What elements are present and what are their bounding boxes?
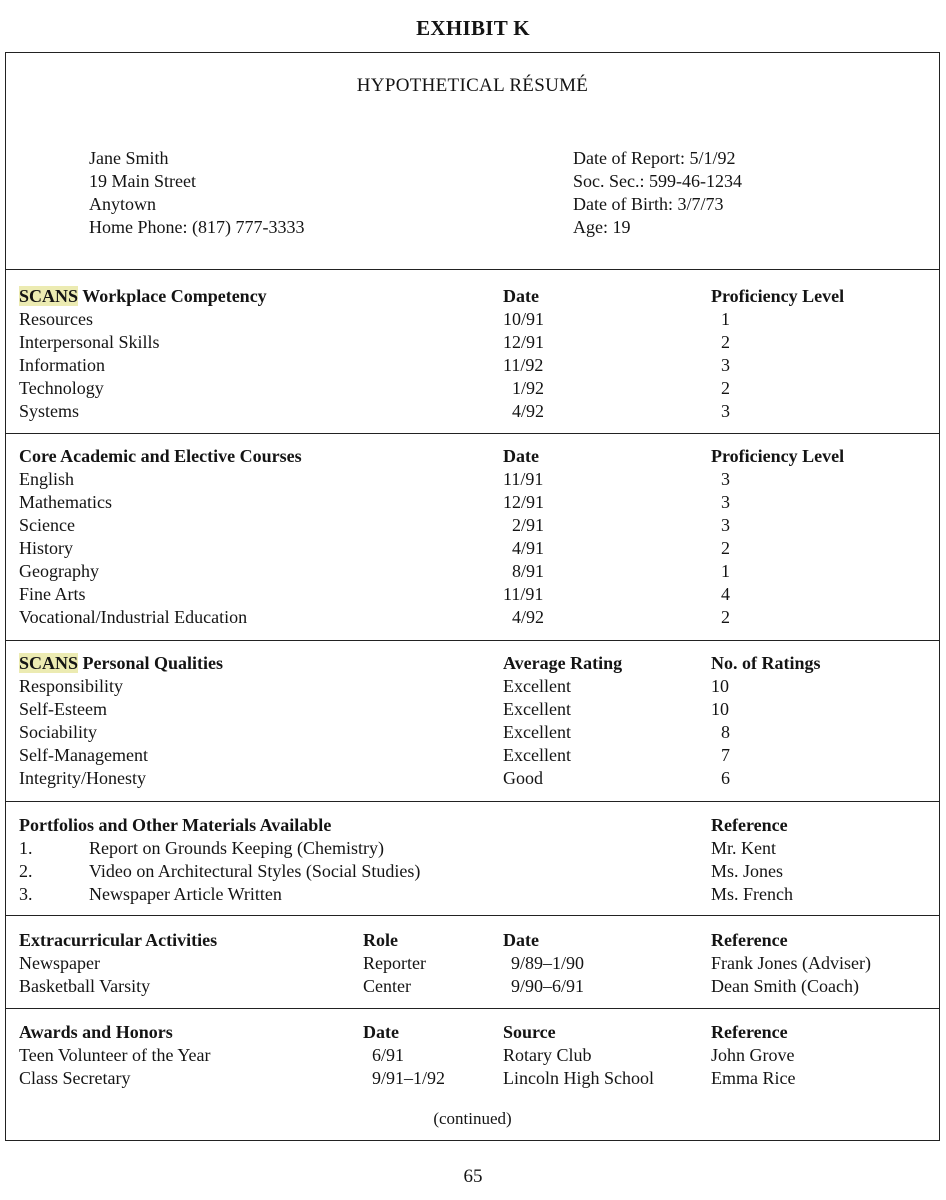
table-cell: 10: [711, 676, 729, 696]
contact-phone: Home Phone: (817) 777-3333: [89, 217, 305, 237]
personal-title: Personal Qualities: [78, 653, 224, 673]
table-cell: 3: [721, 355, 730, 375]
section-divider: [6, 433, 939, 434]
list-number: 1.: [19, 838, 33, 858]
report-date: Date of Report: 5/1/92: [573, 148, 736, 168]
table-cell: Excellent: [503, 722, 571, 742]
table-row: Mathematics: [19, 492, 112, 512]
list-number: 3.: [19, 884, 33, 904]
table-row: Self-Management: [19, 745, 148, 765]
table-row: Science: [19, 515, 75, 535]
table-row: Technology: [19, 378, 104, 398]
awards-date-header: Date: [363, 1022, 399, 1042]
table-cell: 8: [721, 722, 730, 742]
table-cell: 1: [721, 309, 730, 329]
table-cell: 3: [721, 469, 730, 489]
table-cell: Good: [503, 768, 543, 788]
resume-frame: [5, 52, 940, 1141]
personal-heading: [19, 652, 223, 675]
activities-role-header: Role: [363, 930, 398, 950]
resume-title: HYPOTHETICAL RÉSUMÉ: [356, 75, 589, 96]
table-cell: Excellent: [503, 676, 571, 696]
table-row: Systems: [19, 401, 80, 421]
table-row: Interpersonal Skills: [19, 332, 160, 352]
table-row: Vocational/Industrial Education: [19, 607, 248, 627]
section-divider: [6, 915, 939, 916]
table-cell: Emma Rice: [711, 1068, 796, 1088]
table-cell: 4/92: [512, 607, 545, 627]
contact-city: Anytown: [89, 194, 156, 214]
list-item: Video on Architectural Styles (Social Studies): [89, 861, 421, 881]
awards-source-header: Source: [503, 1022, 556, 1042]
table-cell: 8/91: [512, 561, 545, 581]
workplace-title: Workplace Competency: [78, 286, 267, 306]
table-cell: 11/92: [503, 355, 544, 375]
age: Age: 19: [573, 217, 631, 237]
table-row: Resources: [19, 309, 93, 329]
scans-highlight: SCANS: [19, 653, 79, 673]
workplace-level-header: Proficiency Level: [711, 286, 845, 306]
table-cell: 3: [721, 515, 730, 535]
table-row: Basketball Varsity: [19, 976, 151, 996]
table-cell: 12/91: [503, 332, 545, 352]
table-cell: Dean Smith (Coach): [711, 976, 859, 996]
awards-reference-header: Reference: [711, 1022, 788, 1042]
birth-date: Date of Birth: 3/7/73: [573, 194, 724, 214]
table-cell: Reporter: [363, 953, 426, 973]
table-cell: Excellent: [503, 699, 571, 719]
courses-level-header: Proficiency Level: [711, 446, 845, 466]
scans-highlight: SCANS: [19, 286, 79, 306]
table-cell: 9/89–1/90: [511, 953, 585, 973]
table-row: Integrity/Honesty: [19, 768, 146, 788]
table-cell: 10: [711, 699, 729, 719]
contact-section: [6, 53, 939, 269]
workplace-date-header: Date: [503, 286, 539, 306]
portfolios-heading: Portfolios and Other Materials Available: [19, 815, 332, 835]
table-cell: 10/91: [503, 309, 545, 329]
table-cell: Lincoln High School: [503, 1068, 654, 1088]
page-number: 65: [463, 1166, 483, 1187]
table-row: Sociability: [19, 722, 97, 742]
section-divider: [6, 1008, 939, 1009]
table-cell: Excellent: [503, 745, 571, 765]
table-row: English: [19, 469, 75, 489]
table-cell: Ms. Jones: [711, 861, 784, 881]
table-cell: 7: [721, 745, 730, 765]
table-cell: 11/91: [503, 584, 544, 604]
table-cell: 1: [721, 561, 730, 581]
table-cell: 2: [721, 607, 730, 627]
table-cell: 2: [721, 378, 730, 398]
exhibit-label: EXHIBIT K: [416, 16, 530, 40]
table-cell: 11/91: [503, 469, 544, 489]
table-cell: 3: [721, 401, 730, 421]
section-divider: [6, 801, 939, 802]
portfolios-reference-header: Reference: [711, 815, 788, 835]
table-cell: John Grove: [711, 1045, 795, 1065]
section-divider: [6, 640, 939, 641]
personal-count-header: No. of Ratings: [711, 653, 821, 673]
table-row: Self-Esteem: [19, 699, 107, 719]
table-row: Class Secretary: [19, 1068, 131, 1088]
list-number: 2.: [19, 861, 33, 881]
table-cell: 6: [721, 768, 730, 788]
contact-name: Jane Smith: [89, 148, 169, 168]
table-cell: 3: [721, 492, 730, 512]
table-cell: Mr. Kent: [711, 838, 776, 858]
table-cell: 4/91: [512, 538, 545, 558]
table-cell: 2: [721, 538, 730, 558]
courses-heading: Core Academic and Elective Courses: [19, 446, 302, 466]
personal-rating-header: Average Rating: [503, 653, 623, 673]
section-divider: [6, 269, 939, 270]
courses-date-header: Date: [503, 446, 539, 466]
table-row: Geography: [19, 561, 99, 581]
table-cell: 2: [721, 332, 730, 352]
table-cell: Rotary Club: [503, 1045, 592, 1065]
table-row: Fine Arts: [19, 584, 86, 604]
contact-street: 19 Main Street: [89, 171, 196, 191]
workplace-heading: [19, 285, 267, 308]
table-cell: 9/90–6/91: [511, 976, 585, 996]
list-item: Newspaper Article Written: [89, 884, 282, 904]
table-row: Information: [19, 355, 105, 375]
table-row: History: [19, 538, 73, 558]
activities-date-header: Date: [503, 930, 539, 950]
table-cell: 6/91: [372, 1045, 405, 1065]
continued-note: (continued): [433, 1109, 512, 1128]
list-item: Report on Grounds Keeping (Chemistry): [89, 838, 384, 858]
awards-heading: Awards and Honors: [19, 1022, 173, 1042]
activities-reference-header: Reference: [711, 930, 788, 950]
table-row: Teen Volunteer of the Year: [19, 1045, 211, 1065]
table-cell: 1/92: [512, 378, 545, 398]
table-cell: Center: [363, 976, 411, 996]
table-row: Newspaper: [19, 953, 100, 973]
table-cell: Frank Jones (Adviser): [711, 953, 871, 973]
table-row: Responsibility: [19, 676, 124, 696]
table-cell: 12/91: [503, 492, 545, 512]
table-cell: Ms. French: [711, 884, 793, 904]
table-cell: 9/91–1/92: [372, 1068, 446, 1088]
table-cell: 4: [721, 584, 730, 604]
table-cell: 2/91: [512, 515, 545, 535]
activities-heading: Extracurricular Activities: [19, 930, 218, 950]
table-cell: 4/92: [512, 401, 545, 421]
social-security: Soc. Sec.: 599-46-1234: [573, 171, 742, 191]
